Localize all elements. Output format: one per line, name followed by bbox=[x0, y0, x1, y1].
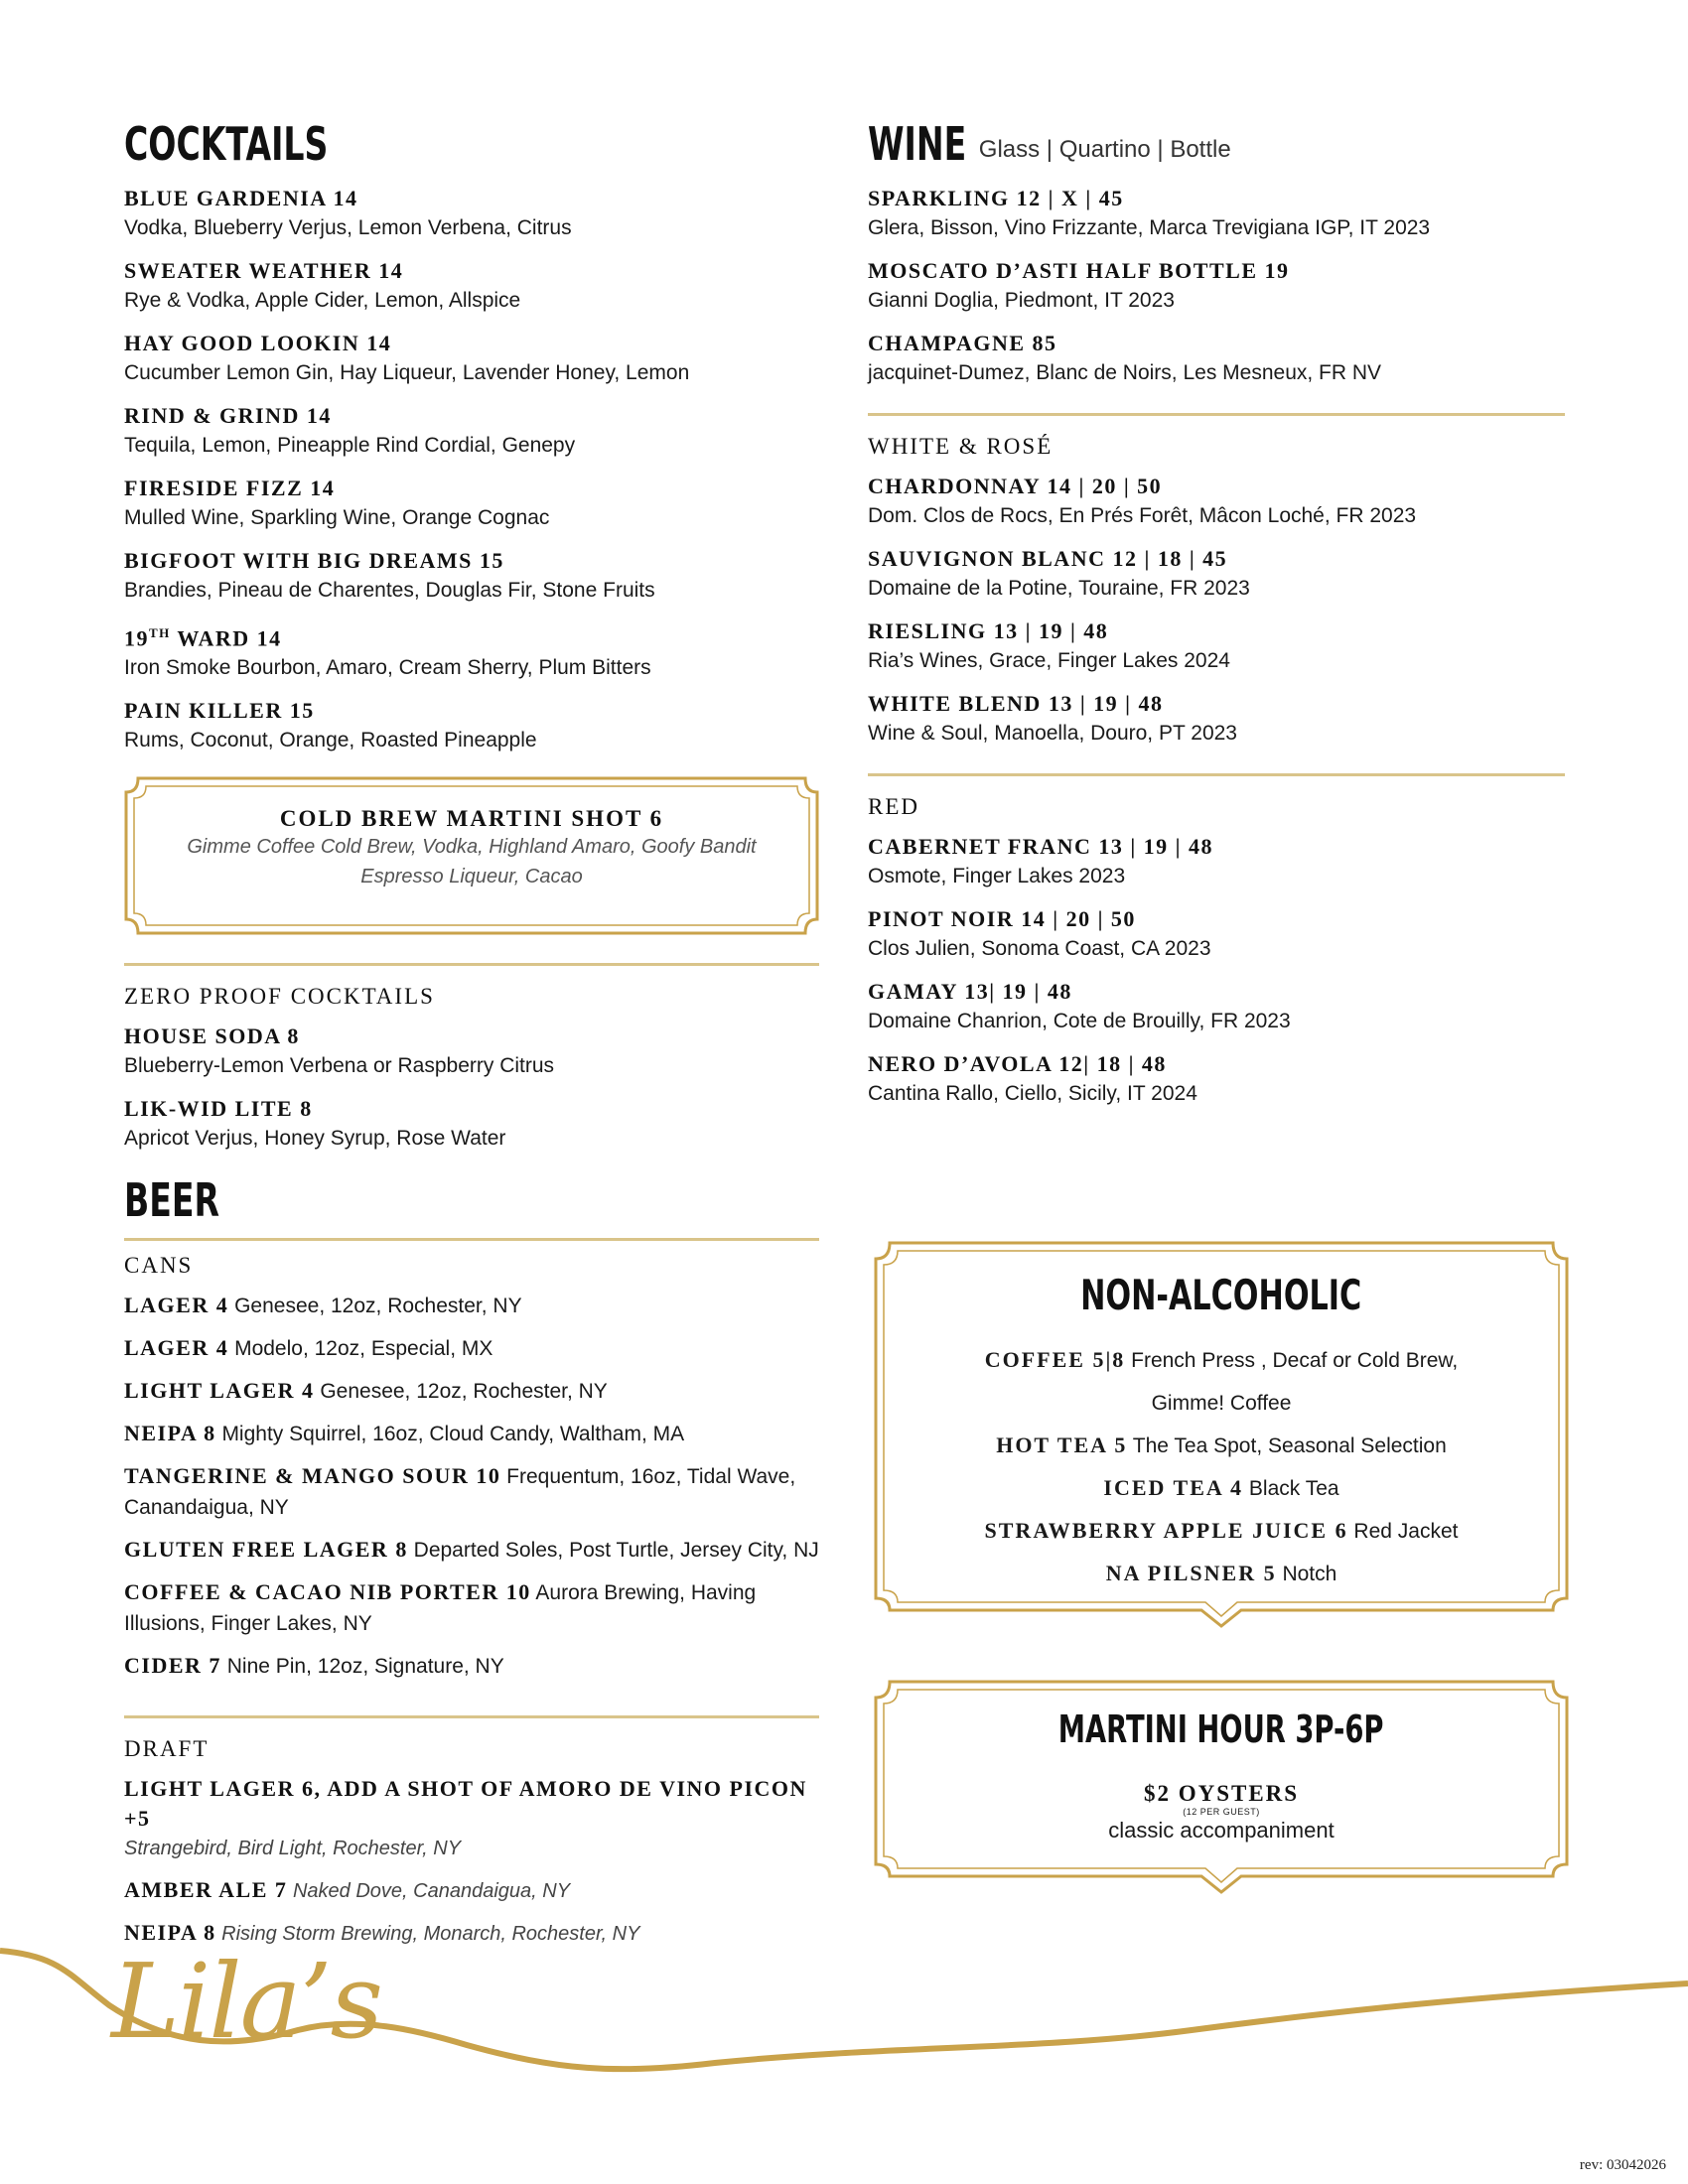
beer-item bbox=[124, 1419, 819, 1449]
divider bbox=[868, 413, 1565, 416]
draft-name: AMBER ALE 7 bbox=[124, 1877, 288, 1903]
non-alcoholic-item bbox=[874, 1339, 1569, 1382]
beer-description: Nine Pin, 12oz, Signature, NY bbox=[220, 1655, 504, 1679]
non-alcoholic-box bbox=[874, 1241, 1569, 1628]
na-description: Black Tea bbox=[1243, 1477, 1339, 1500]
item-name bbox=[124, 618, 819, 653]
zero-proof-list bbox=[124, 1022, 819, 1153]
beer-name: LAGER 4 bbox=[124, 1335, 229, 1361]
item-name: WHITE BLEND 13 | 19 | 48 bbox=[868, 691, 1164, 716]
draft-item bbox=[124, 1875, 819, 1906]
na-name: COFFEE 5|8 bbox=[984, 1347, 1126, 1372]
item-name: SAUVIGNON BLANC 12 | 18 | 45 bbox=[868, 546, 1228, 571]
item-name: BLUE GARDENIA 14 bbox=[124, 186, 358, 210]
divider bbox=[124, 1238, 819, 1241]
item-name: LIK-WID LITE 8 bbox=[124, 1096, 313, 1122]
beer-name: COFFEE & CACAO NIB PORTER 10 bbox=[124, 1579, 531, 1605]
draft-name: LIGHT LAGER 6, ADD A SHOT OF AMORO DE VINO PICON +5 bbox=[124, 1776, 807, 1832]
menu-item bbox=[124, 696, 819, 754]
beer-item bbox=[124, 1333, 819, 1364]
beer-item bbox=[124, 1535, 819, 1566]
draft-description: Naked Dove, Canandaigua, NY bbox=[287, 1880, 571, 1903]
beer-item bbox=[124, 1651, 819, 1682]
item-name: HOUSE SODA 8 bbox=[124, 1024, 300, 1049]
cocktail-list bbox=[124, 184, 819, 754]
item-description: Iron Smoke Bourbon, Amaro, Cream Sherry, Plum Bitters bbox=[124, 656, 651, 680]
wine-subtitle: Glass | Quartino | Bottle bbox=[978, 136, 1231, 163]
beer-item bbox=[124, 1461, 819, 1523]
cans-list bbox=[124, 1291, 819, 1682]
menu-item bbox=[868, 616, 1565, 675]
red-heading: RED bbox=[868, 794, 919, 819]
item-description: Apricot Verjus, Honey Syrup, Rose Water bbox=[124, 1127, 506, 1151]
item-name: CHAMPAGNE 85 bbox=[868, 331, 1057, 355]
draft-description: Strangebird, Bird Light, Rochester, NY bbox=[124, 1838, 462, 1860]
cold-brew-box bbox=[124, 776, 819, 935]
item-description: Clos Julien, Sonoma Coast, CA 2023 bbox=[868, 937, 1211, 960]
cocktails-heading: COCKTAILS bbox=[124, 117, 329, 171]
item-description: jacquinet-Dumez, Blanc de Noirs, Les Mesneux, FR NV bbox=[868, 361, 1382, 384]
non-alcoholic-title: NON-ALCOHOLIC bbox=[1080, 1271, 1362, 1319]
item-name: GAMAY 13| 19 | 48 bbox=[868, 979, 1072, 1004]
item-description: Osmote, Finger Lakes 2023 bbox=[868, 865, 1126, 887]
cold-brew-title: COLD BREW MARTINI SHOT 6 bbox=[279, 806, 664, 832]
beer-name: NEIPA 8 bbox=[124, 1421, 216, 1446]
beer-heading: BEER bbox=[124, 1173, 219, 1228]
menu-item bbox=[868, 184, 1565, 242]
draft-heading: DRAFT bbox=[124, 1736, 210, 1762]
martini-hour-box bbox=[874, 1680, 1569, 1896]
item-description: Vodka, Blueberry Verjus, Lemon Verbena, Citrus bbox=[124, 216, 572, 239]
non-alcoholic-item bbox=[874, 1553, 1569, 1595]
menu-item bbox=[868, 904, 1565, 963]
item-name: PAIN KILLER 15 bbox=[124, 698, 315, 724]
item-name: SWEATER WEATHER 14 bbox=[124, 258, 404, 283]
draft-name: NEIPA 8 bbox=[124, 1920, 216, 1946]
non-alcoholic-item bbox=[874, 1510, 1569, 1553]
beer-name: GLUTEN FREE LAGER 8 bbox=[124, 1537, 408, 1563]
menu-item bbox=[868, 832, 1565, 890]
item-name: FIRESIDE FIZZ 14 bbox=[124, 476, 336, 500]
na-name: NA PILSNER 5 bbox=[1105, 1561, 1277, 1585]
beer-item bbox=[124, 1291, 819, 1321]
non-alcoholic-item bbox=[874, 1467, 1569, 1510]
menu-item bbox=[124, 1022, 819, 1080]
wine-heading: WINE bbox=[868, 117, 967, 171]
beer-name: CIDER 7 bbox=[124, 1653, 221, 1679]
zero-proof-heading: ZERO PROOF COCKTAILS bbox=[124, 984, 435, 1010]
menu-item bbox=[124, 474, 819, 532]
na-name: HOT TEA 5 bbox=[996, 1433, 1128, 1457]
item-description: Gianni Doglia, Piedmont, IT 2023 bbox=[868, 289, 1175, 312]
item-name: SPARKLING 12 | X | 45 bbox=[868, 186, 1124, 210]
item-name-superscript: TH bbox=[149, 625, 171, 640]
cans-heading: CANS bbox=[124, 1253, 194, 1279]
item-description: Ria’s Wines, Grace, Finger Lakes 2024 bbox=[868, 649, 1230, 672]
beer-description: Genesee, 12oz, Rochester, NY bbox=[314, 1380, 608, 1404]
item-description: Wine & Soul, Manoella, Douro, PT 2023 bbox=[868, 722, 1237, 745]
menu-item bbox=[124, 1094, 819, 1153]
menu-item bbox=[868, 1049, 1565, 1108]
beer-description: Genesee, 12oz, Rochester, NY bbox=[228, 1295, 522, 1318]
menu-item bbox=[868, 472, 1565, 530]
item-name-part: WARD 14 bbox=[170, 625, 282, 651]
na-description: Red Jacket bbox=[1347, 1520, 1459, 1543]
na-description: The Tea Spot, Seasonal Selection bbox=[1127, 1434, 1447, 1457]
item-description: Tequila, Lemon, Pineapple Rind Cordial, Genepy bbox=[124, 434, 576, 457]
oysters-label: $2 OYSTERS bbox=[1143, 1781, 1300, 1806]
non-alcoholic-item bbox=[874, 1425, 1569, 1467]
item-name-part: 19 bbox=[124, 625, 149, 651]
beer-name: LIGHT LAGER 4 bbox=[124, 1378, 315, 1404]
item-description: Domaine de la Potine, Touraine, FR 2023 bbox=[868, 577, 1250, 600]
menu-item bbox=[124, 401, 819, 460]
beer-description: Modelo, 12oz, Especial, MX bbox=[228, 1337, 493, 1361]
beer-description: Departed Soles, Post Turtle, Jersey City, NJ bbox=[407, 1539, 819, 1563]
item-name: NERO D’AVOLA 12| 18 | 48 bbox=[868, 1051, 1167, 1076]
item-description: Rye & Vodka, Apple Cider, Lemon, Allspice bbox=[124, 289, 521, 312]
item-description: Domaine Chanrion, Cote de Brouilly, FR 2023 bbox=[868, 1010, 1291, 1032]
divider bbox=[124, 963, 819, 966]
divider bbox=[124, 1715, 819, 1718]
menu-item bbox=[124, 256, 819, 315]
beer-item bbox=[124, 1376, 819, 1407]
beer-item bbox=[124, 1577, 819, 1639]
item-name: CHARDONNAY 14 | 20 | 50 bbox=[868, 474, 1163, 498]
oysters-limit: (12 PER GUEST) bbox=[1183, 1807, 1260, 1817]
menu-item bbox=[868, 329, 1565, 387]
na-name: ICED TEA 4 bbox=[1103, 1475, 1244, 1500]
beer-description: Mighty Squirrel, 16oz, Cloud Candy, Waltham, MA bbox=[215, 1423, 685, 1446]
item-name: HAY GOOD LOOKIN 14 bbox=[124, 331, 392, 355]
beer-description: Aurora Brewing, Having Illusions, Finger Lakes, NY bbox=[124, 1581, 757, 1636]
white-list bbox=[868, 472, 1565, 748]
white-heading: WHITE & ROSÉ bbox=[868, 434, 1054, 459]
na-description: Gimme! Coffee bbox=[1151, 1392, 1292, 1415]
item-name: CABERNET FRANC 13 | 19 | 48 bbox=[868, 834, 1214, 859]
beer-name: TANGERINE & MANGO SOUR 10 bbox=[124, 1463, 501, 1489]
item-name: RIESLING 13 | 19 | 48 bbox=[868, 618, 1109, 643]
item-name: MOSCATO D’ASTI HALF BOTTLE 19 bbox=[868, 258, 1290, 283]
menu-item bbox=[124, 618, 819, 682]
right-column bbox=[868, 114, 1565, 1122]
menu-item bbox=[868, 689, 1565, 748]
item-name: PINOT NOIR 14 | 20 | 50 bbox=[868, 906, 1136, 931]
item-description: Brandies, Pineau de Charentes, Douglas Fir, Stone Fruits bbox=[124, 579, 655, 602]
menu-item bbox=[868, 544, 1565, 603]
item-description: Cucumber Lemon Gin, Hay Liqueur, Lavender Honey, Lemon bbox=[124, 361, 690, 384]
item-description: Rums, Coconut, Orange, Roasted Pineapple bbox=[124, 729, 537, 752]
menu-item bbox=[124, 546, 819, 605]
beer-description: Frequentum, 16oz, Tidal Wave, Canandaigua, NY bbox=[124, 1465, 796, 1520]
item-name: RIND & GRIND 14 bbox=[124, 403, 332, 428]
item-description: Glera, Bisson, Vino Frizzante, Marca Trevigiana IGP, IT 2023 bbox=[868, 216, 1431, 239]
non-alcoholic-item bbox=[874, 1382, 1569, 1425]
wine-header bbox=[868, 114, 1565, 174]
cold-brew-line1: Gimme Coffee Cold Brew, Vodka, Highland Amaro, Goofy Bandit bbox=[187, 836, 757, 859]
revision-label: rev: 03042026 bbox=[1579, 2157, 1666, 2173]
item-description: Cantina Rallo, Ciello, Sicily, IT 2024 bbox=[868, 1082, 1197, 1105]
divider bbox=[868, 773, 1565, 776]
menu-item bbox=[868, 256, 1565, 315]
martini-hour-title: MARTINI HOUR 3P-6P bbox=[1058, 1707, 1384, 1751]
lilas-logo: Lila’s bbox=[111, 1941, 382, 2062]
item-description: Mulled Wine, Sparkling Wine, Orange Cognac bbox=[124, 506, 550, 529]
item-name: BIGFOOT WITH BIG DREAMS 15 bbox=[124, 548, 504, 573]
menu-item bbox=[868, 977, 1565, 1035]
na-name: STRAWBERRY APPLE JUICE 6 bbox=[984, 1518, 1348, 1543]
draft-item bbox=[124, 1774, 819, 1863]
left-column bbox=[124, 114, 819, 1961]
na-description: French Press , Decaf or Cold Brew, bbox=[1125, 1349, 1459, 1372]
draft-list bbox=[124, 1774, 819, 1949]
menu-item bbox=[124, 184, 819, 242]
non-alcoholic-list bbox=[874, 1339, 1569, 1595]
na-description: Notch bbox=[1276, 1563, 1337, 1585]
oysters-accompaniment: classic accompaniment bbox=[1108, 1818, 1335, 1843]
draft-description: Rising Storm Brewing, Monarch, Rochester, NY bbox=[215, 1923, 640, 1946]
red-list bbox=[868, 832, 1565, 1108]
item-description: Dom. Clos de Rocs, En Prés Forêt, Mâcon Loché, FR 2023 bbox=[868, 504, 1417, 527]
item-description: Blueberry-Lemon Verbena or Raspberry Citrus bbox=[124, 1054, 555, 1078]
beer-name: LAGER 4 bbox=[124, 1293, 229, 1318]
sparkling-list bbox=[868, 184, 1565, 387]
cold-brew-line2: Espresso Liqueur, Cacao bbox=[360, 866, 583, 888]
menu-item bbox=[124, 329, 819, 387]
